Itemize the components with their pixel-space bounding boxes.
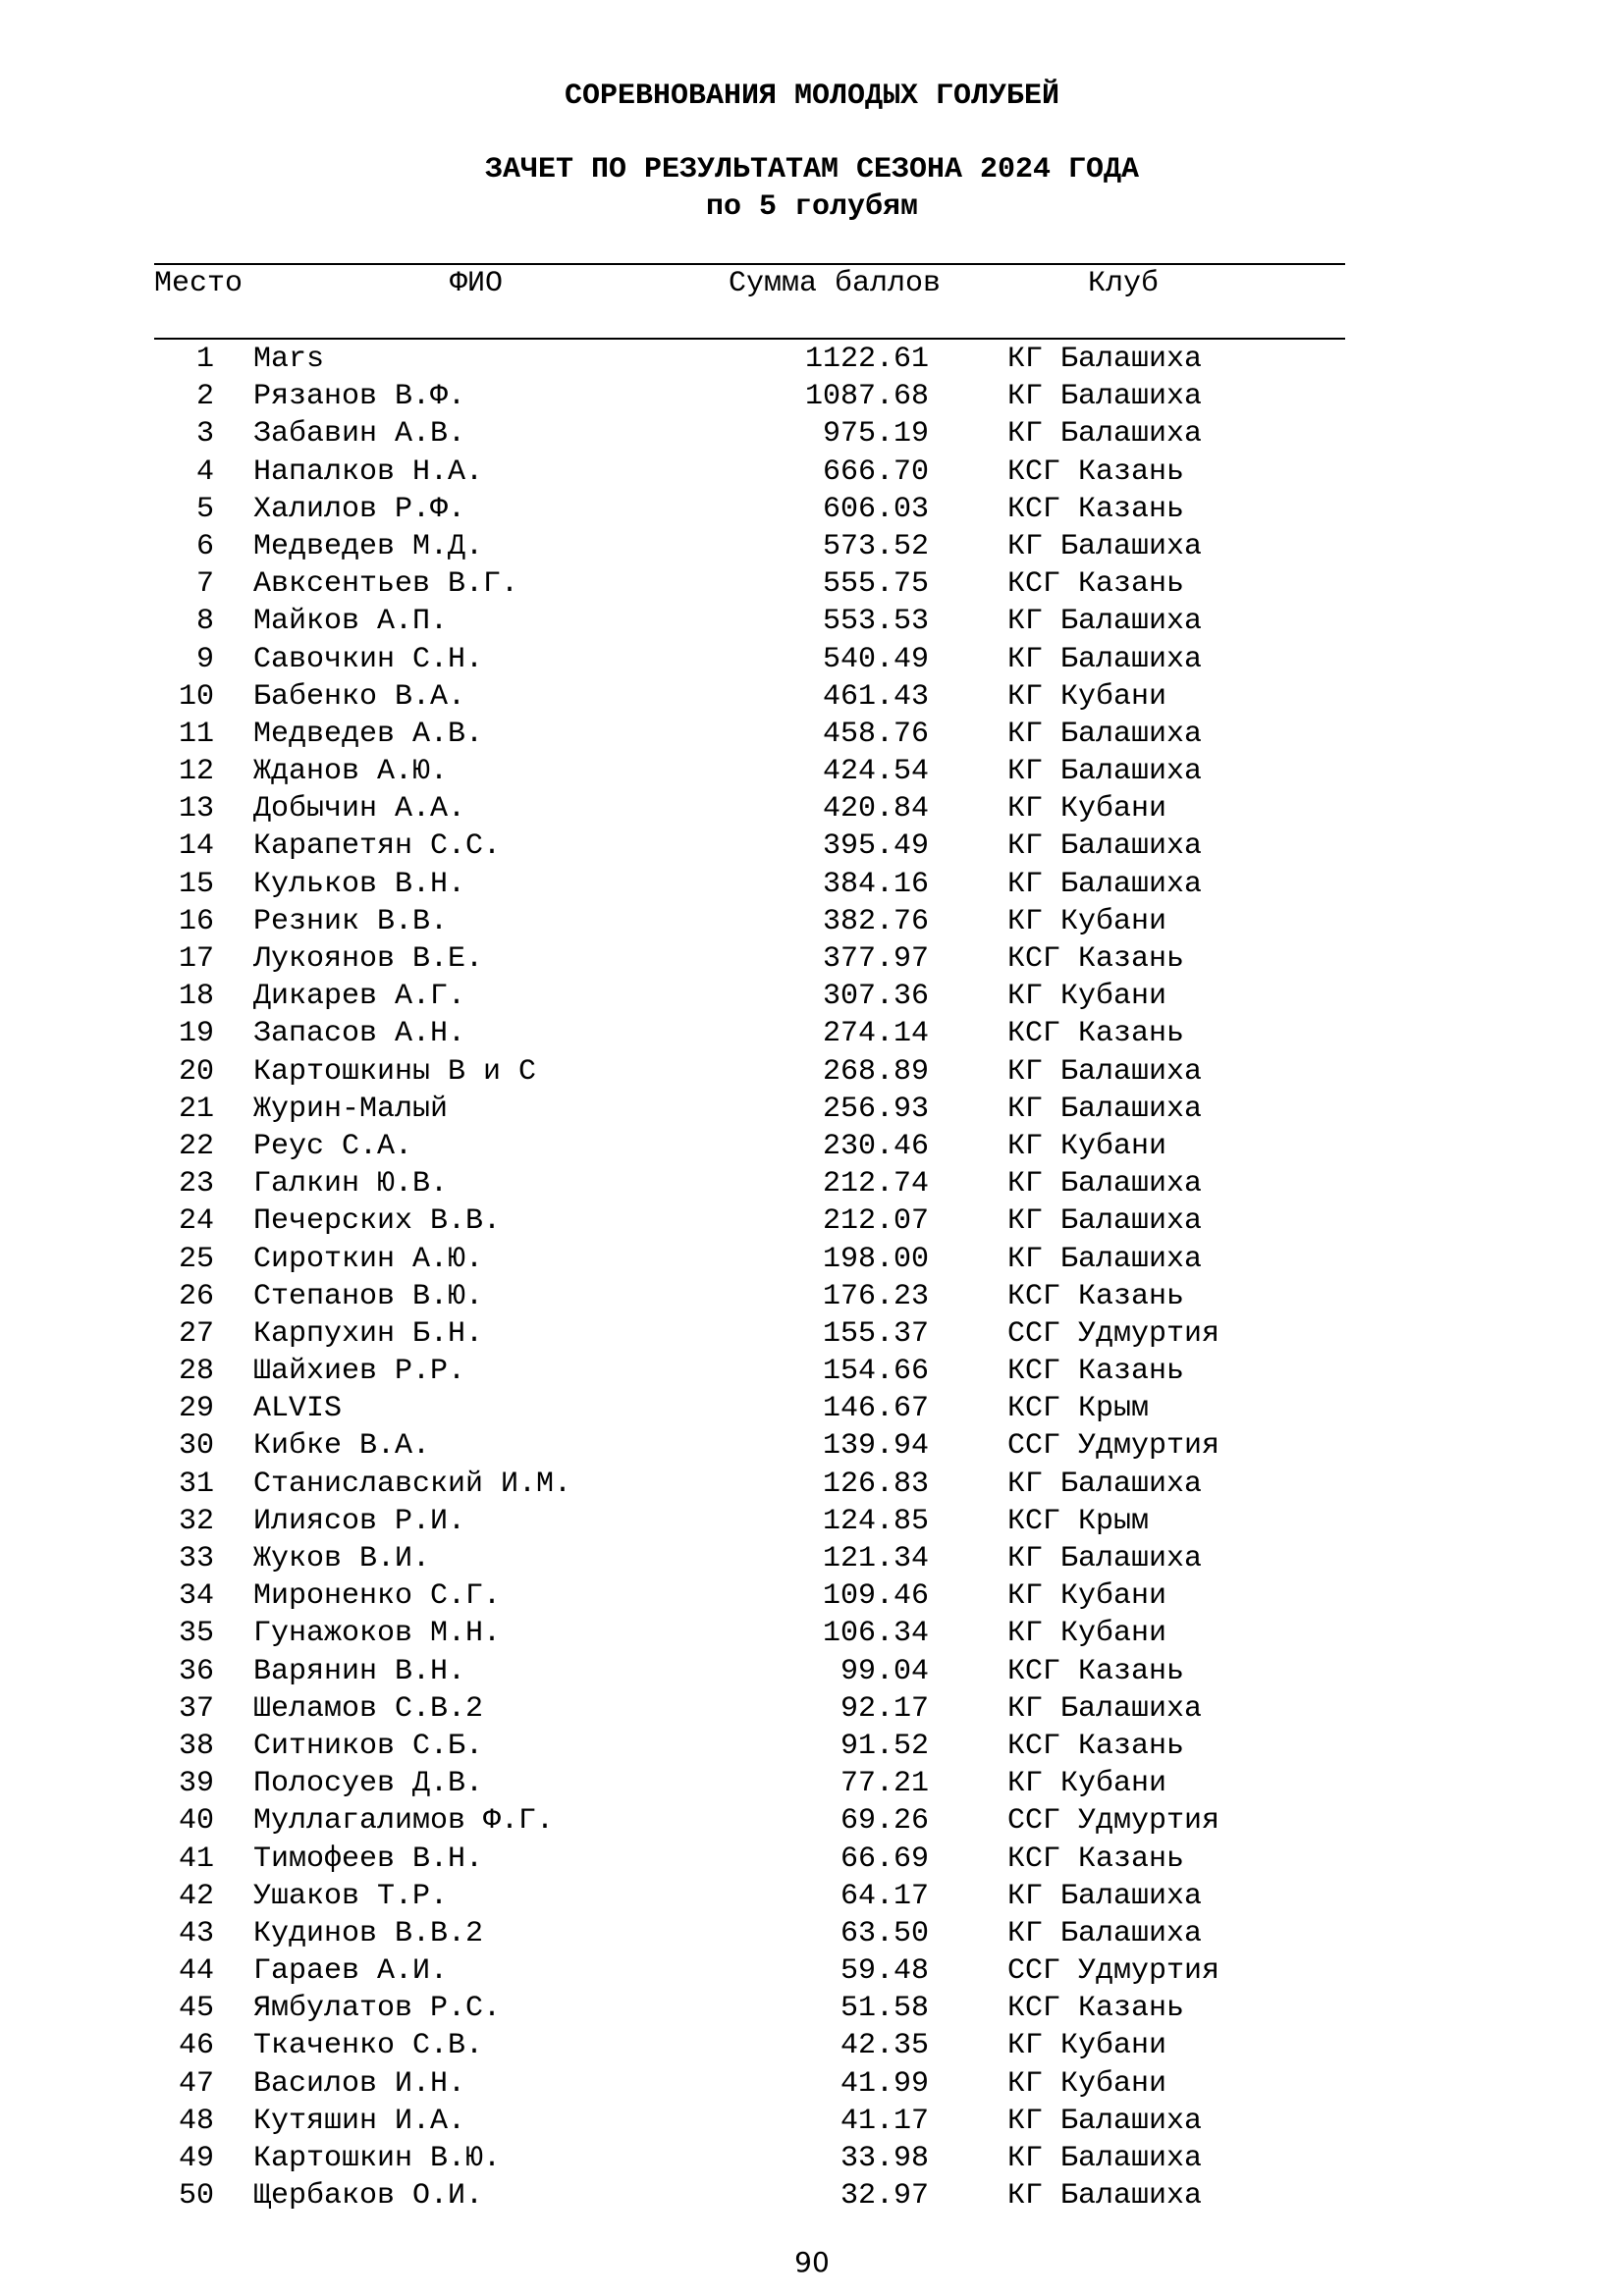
table-row: [0, 940, 1624, 978]
cell-club: КСГ Крым: [1007, 1504, 1150, 1538]
cell-score: 146.67: [822, 1392, 929, 1426]
cell-name: Кульков В.Н.: [253, 867, 466, 901]
cell-score: 121.34: [822, 1542, 929, 1575]
cell-score: 555.75: [822, 567, 929, 602]
cell-score: 64.17: [839, 1879, 929, 1913]
cell-club: КСГ Казань: [1007, 1279, 1185, 1313]
cell-name: Рязанов В.Ф.: [253, 380, 466, 414]
cell-name: Варянин В.Н.: [253, 1654, 466, 1688]
table-row: [0, 528, 1624, 565]
table-row: [0, 1427, 1624, 1465]
cell-place: 19: [178, 1017, 214, 1051]
cell-club: КСГ Казань: [1007, 1842, 1185, 1876]
table-row: [0, 1241, 1624, 1278]
cell-name: Картошкин В.Ю.: [253, 2142, 502, 2175]
cell-name: Авксентьев В.Г.: [253, 567, 519, 602]
cell-score: 458.76: [822, 717, 929, 751]
cell-club: ССГ Удмуртия: [1007, 1316, 1220, 1351]
table-row: [0, 341, 1624, 378]
document-subtitle-pigeons: по 5 голубям: [705, 190, 919, 224]
cell-score: 212.74: [822, 1167, 929, 1201]
cell-club: КСГ Крым: [1007, 1392, 1150, 1426]
cell-club: КГ Балашиха: [1007, 1242, 1203, 1276]
cell-place: 9: [195, 642, 214, 676]
cell-score: 51.58: [839, 1992, 929, 2026]
cell-name: Лукоянов В.Е.: [253, 942, 484, 976]
table-row: [0, 1353, 1624, 1390]
cell-club: КГ Балашиха: [1007, 717, 1203, 751]
cell-place: 34: [178, 1579, 214, 1614]
cell-score: 230.46: [822, 1129, 929, 1163]
cell-club: КГ Кубани: [1007, 1767, 1167, 1801]
cell-club: КГ Кубани: [1007, 980, 1167, 1014]
table-row: [0, 716, 1624, 753]
cell-score: 59.48: [839, 1954, 929, 1989]
cell-place: 22: [178, 1129, 214, 1163]
cell-club: КГ Балашиха: [1007, 1092, 1203, 1126]
cell-place: 36: [178, 1654, 214, 1688]
cell-club: КГ Балашиха: [1007, 529, 1203, 563]
cell-name: Галкин Ю.В.: [253, 1167, 449, 1201]
table-row: [0, 1128, 1624, 1165]
cell-name: Халилов Р.Ф.: [253, 492, 466, 526]
cell-place: 2: [195, 380, 214, 414]
cell-place: 28: [178, 1355, 214, 1389]
cell-club: КСГ Казань: [1007, 454, 1185, 489]
cell-place: 15: [178, 867, 214, 901]
cell-place: 40: [178, 1804, 214, 1839]
table-row: [0, 1690, 1624, 1728]
cell-place: 44: [178, 1954, 214, 1989]
cell-club: КГ Кубани: [1007, 679, 1167, 714]
cell-club: ССГ Удмуртия: [1007, 1804, 1220, 1839]
cell-name: Медведев М.Д.: [253, 529, 484, 563]
cell-club: КСГ Казань: [1007, 1654, 1185, 1688]
cell-place: 45: [178, 1992, 214, 2026]
cell-name: Жданов А.Ю.: [253, 755, 449, 789]
table-row: [0, 1653, 1624, 1690]
table-row: [0, 790, 1624, 828]
cell-name: Mars: [253, 343, 325, 376]
cell-name: Забавин А.В.: [253, 417, 466, 452]
table-row: [0, 1466, 1624, 1503]
cell-name: Медведев А.В.: [253, 717, 484, 751]
cell-club: КГ Балашиха: [1007, 380, 1203, 414]
cell-score: 461.43: [822, 679, 929, 714]
cell-place: 33: [178, 1542, 214, 1575]
cell-name: Шеламов С.В.2: [253, 1691, 484, 1726]
cell-score: 1087.68: [804, 380, 929, 414]
table-row: [0, 2140, 1624, 2177]
cell-place: 41: [178, 1842, 214, 1876]
cell-place: 11: [178, 717, 214, 751]
cell-place: 6: [195, 529, 214, 563]
cell-score: 33.98: [839, 2142, 929, 2175]
cell-score: 92.17: [839, 1691, 929, 1726]
cell-score: 66.69: [839, 1842, 929, 1876]
cell-score: 307.36: [822, 980, 929, 1014]
cell-score: 1122.61: [804, 343, 929, 376]
cell-place: 29: [178, 1392, 214, 1426]
table-row: [0, 1315, 1624, 1353]
cell-club: КГ Балашиха: [1007, 2104, 1203, 2138]
cell-place: 7: [195, 567, 214, 602]
cell-club: КГ Балашиха: [1007, 1916, 1203, 1950]
cell-name: Полосуев Д.В.: [253, 1767, 484, 1801]
cell-score: 99.04: [839, 1654, 929, 1688]
table-row: [0, 415, 1624, 453]
cell-place: 20: [178, 1054, 214, 1089]
cell-place: 30: [178, 1429, 214, 1464]
table-row: [0, 1278, 1624, 1315]
table-row: [0, 828, 1624, 865]
cell-name: Василов И.Н.: [253, 2066, 466, 2101]
cell-name: Ситников С.Б.: [253, 1729, 484, 1763]
cell-club: КГ Кубани: [1007, 904, 1167, 938]
cell-place: 12: [178, 755, 214, 789]
cell-name: Илиясов Р.И.: [253, 1504, 466, 1538]
cell-score: 77.21: [839, 1767, 929, 1801]
header-club: Клуб: [1088, 267, 1160, 300]
cell-place: 37: [178, 1691, 214, 1726]
cell-club: КГ Балашиха: [1007, 755, 1203, 789]
cell-name: Мироненко С.Г.: [253, 1579, 502, 1614]
cell-name: ALVIS: [253, 1392, 343, 1426]
table-row: [0, 1728, 1624, 1765]
cell-name: Добычин А.А.: [253, 792, 466, 827]
cell-name: Гунажоков М.Н.: [253, 1617, 502, 1651]
cell-name: Муллагалимов Ф.Г.: [253, 1804, 555, 1839]
cell-place: 43: [178, 1916, 214, 1950]
table-row: [0, 1503, 1624, 1540]
cell-place: 50: [178, 2179, 214, 2214]
cell-name: Щербаков О.И.: [253, 2179, 484, 2214]
table-row: [0, 641, 1624, 678]
table-row: [0, 2103, 1624, 2140]
cell-club: КГ Кубани: [1007, 1129, 1167, 1163]
cell-club: КГ Балашиха: [1007, 642, 1203, 676]
cell-club: КГ Балашиха: [1007, 605, 1203, 639]
cell-club: КГ Кубани: [1007, 1617, 1167, 1651]
cell-name: Жуков В.И.: [253, 1542, 431, 1575]
cell-score: 124.85: [822, 1504, 929, 1538]
cell-place: 17: [178, 942, 214, 976]
table-row: [0, 1091, 1624, 1128]
cell-club: КГ Балашиха: [1007, 1167, 1203, 1201]
cell-place: 49: [178, 2142, 214, 2175]
cell-place: 10: [178, 679, 214, 714]
cell-score: 395.49: [822, 829, 929, 864]
cell-club: КСГ Казань: [1007, 942, 1185, 976]
cell-score: 155.37: [822, 1316, 929, 1351]
cell-name: Печерских В.В.: [253, 1204, 502, 1239]
cell-score: 139.94: [822, 1429, 929, 1464]
cell-score: 268.89: [822, 1054, 929, 1089]
document-title: СОРЕВНОВАНИЯ МОЛОДЫХ ГОЛУБЕЙ: [564, 80, 1060, 113]
cell-name: Реус С.А.: [253, 1129, 413, 1163]
results-table: [0, 341, 1624, 2215]
cell-score: 573.52: [822, 529, 929, 563]
cell-name: Савочкин С.Н.: [253, 642, 484, 676]
cell-name: Карпухин Б.Н.: [253, 1316, 484, 1351]
cell-place: 27: [178, 1316, 214, 1351]
table-row: [0, 1915, 1624, 1952]
cell-club: КГ Кубани: [1007, 1579, 1167, 1614]
cell-score: 274.14: [822, 1017, 929, 1051]
cell-place: 35: [178, 1617, 214, 1651]
cell-score: 666.70: [822, 454, 929, 489]
cell-club: КГ Балашиха: [1007, 1879, 1203, 1913]
table-row: [0, 1577, 1624, 1615]
table-row: [0, 2027, 1624, 2064]
table-row: [0, 1952, 1624, 1990]
cell-club: КГ Балашиха: [1007, 1542, 1203, 1575]
cell-place: 31: [178, 1467, 214, 1501]
cell-score: 975.19: [822, 417, 929, 452]
table-row: [0, 866, 1624, 903]
cell-club: ССГ Удмуртия: [1007, 1954, 1220, 1989]
table-header-rule: [154, 338, 1345, 340]
page-number: 90: [794, 2246, 830, 2278]
cell-score: 377.97: [822, 942, 929, 976]
cell-name: Ткаченко С.В.: [253, 2029, 484, 2063]
cell-name: Резник В.В.: [253, 904, 449, 938]
cell-place: 24: [178, 1204, 214, 1239]
table-row: [0, 603, 1624, 640]
cell-score: 212.07: [822, 1204, 929, 1239]
cell-name: Кудинов В.В.2: [253, 1916, 484, 1950]
cell-score: 41.17: [839, 2104, 929, 2138]
cell-place: 3: [195, 417, 214, 452]
cell-club: КГ Балашиха: [1007, 417, 1203, 452]
cell-score: 63.50: [839, 1916, 929, 1950]
table-row: [0, 903, 1624, 940]
cell-score: 424.54: [822, 755, 929, 789]
cell-club: КГ Балашиха: [1007, 343, 1203, 376]
cell-name: Напалков Н.А.: [253, 454, 484, 489]
cell-club: КГ Кубани: [1007, 2066, 1167, 2101]
cell-club: КГ Балашиха: [1007, 2142, 1203, 2175]
cell-name: Гараев А.И.: [253, 1954, 449, 1989]
cell-name: Майков А.П.: [253, 605, 449, 639]
cell-place: 23: [178, 1167, 214, 1201]
cell-name: Картошкины В и С: [253, 1054, 537, 1089]
table-row: [0, 1615, 1624, 1652]
table-row: [0, 1053, 1624, 1091]
cell-place: 46: [178, 2029, 214, 2063]
table-row: [0, 1015, 1624, 1052]
cell-place: 32: [178, 1504, 214, 1538]
cell-score: 176.23: [822, 1279, 929, 1313]
table-row: [0, 1878, 1624, 1915]
cell-club: КГ Балашиха: [1007, 1054, 1203, 1089]
cell-club: КГ Балашиха: [1007, 1467, 1203, 1501]
table-row: [0, 1202, 1624, 1240]
cell-score: 154.66: [822, 1355, 929, 1389]
cell-score: 126.83: [822, 1467, 929, 1501]
cell-name: Бабенко В.А.: [253, 679, 466, 714]
cell-score: 106.34: [822, 1617, 929, 1651]
cell-score: 256.93: [822, 1092, 929, 1126]
cell-place: 47: [178, 2066, 214, 2101]
cell-place: 39: [178, 1767, 214, 1801]
cell-club: КГ Кубани: [1007, 2029, 1167, 2063]
table-row: [0, 378, 1624, 415]
cell-score: 540.49: [822, 642, 929, 676]
cell-place: 1: [195, 343, 214, 376]
table-row: [0, 753, 1624, 790]
cell-name: Дикарев А.Г.: [253, 980, 466, 1014]
table-row: [0, 1802, 1624, 1840]
cell-name: Сироткин А.Ю.: [253, 1242, 484, 1276]
cell-place: 4: [195, 454, 214, 489]
cell-club: КГ Балашиха: [1007, 1691, 1203, 1726]
cell-place: 21: [178, 1092, 214, 1126]
cell-name: Ямбулатов Р.С.: [253, 1992, 502, 2026]
table-row: [0, 2177, 1624, 2215]
table-row: [0, 1765, 1624, 1802]
cell-score: 109.46: [822, 1579, 929, 1614]
cell-place: 48: [178, 2104, 214, 2138]
cell-score: 420.84: [822, 792, 929, 827]
cell-club: КСГ Казань: [1007, 492, 1185, 526]
cell-club: КГ Балашиха: [1007, 829, 1203, 864]
cell-name: Станиславский И.М.: [253, 1467, 572, 1501]
table-row: [0, 1841, 1624, 1878]
cell-name: Ушаков Т.Р.: [253, 1879, 449, 1913]
cell-place: 16: [178, 904, 214, 938]
table-row: [0, 978, 1624, 1015]
cell-name: Степанов В.Ю.: [253, 1279, 484, 1313]
cell-club: КСГ Казань: [1007, 1017, 1185, 1051]
table-row: [0, 1540, 1624, 1577]
cell-club: КСГ Казань: [1007, 567, 1185, 602]
cell-club: КГ Балашиха: [1007, 867, 1203, 901]
cell-score: 42.35: [839, 2029, 929, 2063]
cell-name: Журин-Малый: [253, 1092, 449, 1126]
table-row: [0, 1390, 1624, 1427]
cell-name: Тимофеев В.Н.: [253, 1842, 484, 1876]
document-subtitle: ЗАЧЕТ ПО РЕЗУЛЬТАТАМ СЕЗОНА 2024 ГОДА: [484, 153, 1140, 187]
cell-name: Кутяшин И.А.: [253, 2104, 466, 2138]
cell-place: 8: [195, 605, 214, 639]
cell-club: КСГ Казань: [1007, 1355, 1185, 1389]
cell-club: КГ Балашиха: [1007, 2179, 1203, 2214]
cell-place: 5: [195, 492, 214, 526]
cell-score: 91.52: [839, 1729, 929, 1763]
cell-place: 38: [178, 1729, 214, 1763]
table-row: [0, 454, 1624, 491]
cell-name: Шайхиев Р.Р.: [253, 1355, 466, 1389]
table-top-rule: [154, 263, 1345, 265]
cell-name: Карапетян С.С.: [253, 829, 502, 864]
cell-place: 14: [178, 829, 214, 864]
cell-club: ССГ Удмуртия: [1007, 1429, 1220, 1464]
cell-club: КГ Кубани: [1007, 792, 1167, 827]
header-name: ФИО: [450, 267, 504, 300]
cell-place: 18: [178, 980, 214, 1014]
cell-place: 42: [178, 1879, 214, 1913]
table-row: [0, 1165, 1624, 1202]
cell-score: 606.03: [822, 492, 929, 526]
cell-place: 13: [178, 792, 214, 827]
table-row: [0, 565, 1624, 603]
cell-score: 384.16: [822, 867, 929, 901]
table-row: [0, 678, 1624, 716]
cell-place: 26: [178, 1279, 214, 1313]
cell-club: КСГ Казань: [1007, 1992, 1185, 2026]
cell-score: 198.00: [822, 1242, 929, 1276]
cell-name: Запасов А.Н.: [253, 1017, 466, 1051]
cell-place: 25: [178, 1242, 214, 1276]
cell-score: 69.26: [839, 1804, 929, 1839]
table-row: [0, 2065, 1624, 2103]
cell-score: 41.99: [839, 2066, 929, 2101]
cell-club: КСГ Казань: [1007, 1729, 1185, 1763]
cell-score: 32.97: [839, 2179, 929, 2214]
cell-score: 553.53: [822, 605, 929, 639]
cell-score: 382.76: [822, 904, 929, 938]
table-row: [0, 491, 1624, 528]
table-row: [0, 1990, 1624, 2027]
header-place: Место: [154, 267, 244, 300]
cell-name: Кибке В.А.: [253, 1429, 431, 1464]
header-score: Сумма баллов: [729, 267, 942, 300]
cell-club: КГ Балашиха: [1007, 1204, 1203, 1239]
